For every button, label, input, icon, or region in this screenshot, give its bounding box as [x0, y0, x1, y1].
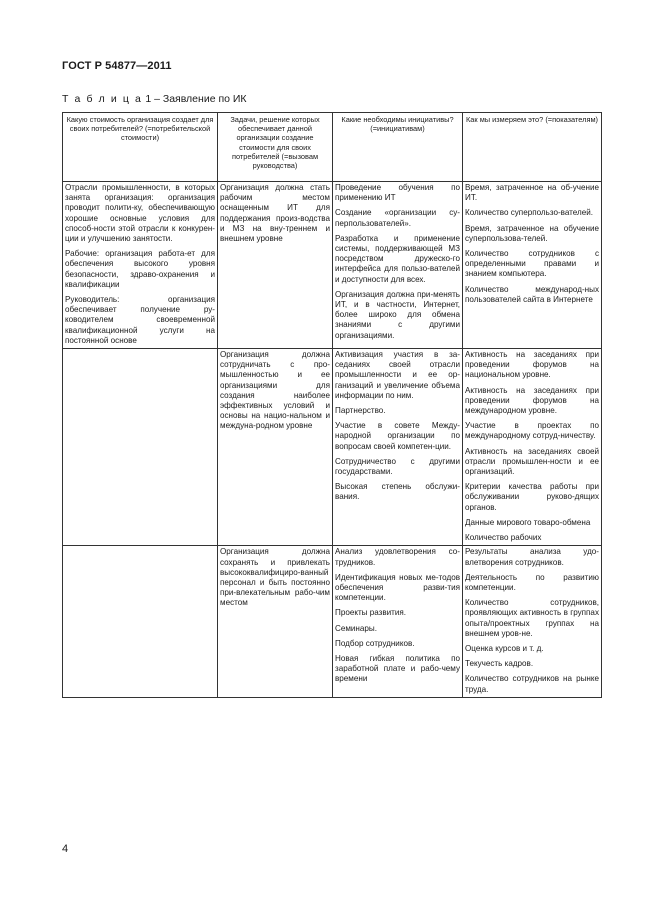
page-number: 4: [62, 843, 69, 855]
cell-paragraph: Активность на заседаниях при проведении форумов на международном уровне.: [465, 385, 599, 416]
cell-paragraph: Высокая степень обслужи-вания.: [335, 482, 460, 502]
cell-paragraph: Разработка и применение системы, поддерживающей МЗ посредством дружеско-го интерфейса для пользо-вателей и доступности для всех.: [335, 233, 460, 284]
customer-value-cell: [63, 182, 218, 349]
cell-paragraph: Организация должна стать рабочим местом оснащенным ИТ для поддержания произ-водства и МЗ на вну-треннем и внешнем уровне: [220, 183, 330, 244]
cell-paragraph: Текучесть кадров.: [465, 659, 534, 669]
initiatives-cell: [333, 349, 463, 546]
management-challenge-cell: [218, 546, 333, 697]
table-title: [62, 93, 247, 105]
cell-paragraph: Участие в проектах по международному сотруд-ничеству.: [465, 421, 599, 441]
header-customer-value: Какую стоимость организация создает для своих потребителей? (=потребительской стоимости): [63, 113, 218, 182]
cell-paragraph: Критерии качества работы при обслуживании руково-дящих органов.: [465, 482, 599, 512]
management-challenge-cell: [218, 349, 333, 546]
cell-paragraph: Создание «организации су-перпользователей».: [335, 208, 460, 228]
cell-paragraph: Новая гибкая политика по заработной плате и рабо-чему времени: [335, 653, 460, 684]
cell-paragraph: Организация должна при-менять ИТ, и в частности, Интернет, более широко для обмена знаниями с другими организациями.: [335, 289, 460, 340]
table-title-text: 1 – Заявление по ИК: [142, 93, 247, 105]
customer-value-cell: [63, 349, 218, 546]
table-row: [63, 349, 602, 546]
header-management-challenges: Задачи, решение которых обеспечивает данной организации создание стоимости для своих потребителей (=вызовам руководства): [218, 113, 333, 182]
document-header: ГОСТ Р 54877—2011: [62, 60, 172, 72]
header-initiatives: Какие необходимы инициативы? (=инициативам): [333, 113, 463, 182]
cell-paragraph: Анализ удовлетворения со-трудников.: [335, 547, 460, 567]
cell-paragraph: Семинары.: [335, 623, 377, 633]
cell-paragraph: Активизация участия в за-седаниях своей отрасли промышленности и ее ор-ганизаций и увеличение объема информации по ним.: [335, 350, 460, 400]
cell-paragraph: Результаты анализа удо-влетворения сотрудников.: [465, 547, 599, 567]
cell-paragraph: Идентификация новых ме-тодов обеспечения разви-тия компетенции.: [335, 572, 460, 603]
cell-paragraph: Время, затраченное на об-учение ИТ.: [465, 183, 599, 203]
cell-paragraph: Количество рабочих: [465, 533, 542, 543]
cell-paragraph: Активность на заседаниях своей отрасли промышлен-ности и ее организаций.: [465, 446, 599, 477]
cell-paragraph: Количество международ-ных пользователей сайта в Интернете: [465, 284, 599, 304]
cell-paragraph: Количество суперпользо-вателей.: [465, 208, 594, 218]
cell-paragraph: Количество сотрудников с определенными правами и знанием компьютера.: [465, 249, 599, 279]
cell-paragraph: Участие в совете Между-народной организации по вопросам своей компетен-ции.: [335, 421, 460, 451]
cell-paragraph: Проведение обучения по применению ИТ: [335, 183, 460, 203]
cell-paragraph: Количество сотрудников на рынке труда.: [465, 674, 599, 694]
cell-paragraph: Количество сотрудников, проявляющих активность в группах опыта/проектных группах на внешнем уров-не.: [465, 598, 599, 638]
cell-paragraph: Время, затраченное на обучение суперпользова-телей.: [465, 223, 599, 243]
cell-paragraph: Руководитель: организация обеспечивает получение ру-ководителем своевременной квалификационной услуги на постоянной основе: [65, 295, 215, 345]
cell-paragraph: Отрасли промышленности, в которых занята организация: организация проводит полити-ку, обеспечивающую хорошие основные условия для способ-ности этой отрасли к конкурен-ции и улучшению занятости.: [65, 183, 215, 244]
management-challenge-cell: [218, 182, 333, 349]
cell-paragraph: Сотрудничество с другими государствами.: [335, 456, 460, 477]
cell-paragraph: Активность на заседаниях при проведении форумов на национальном уровне.: [465, 350, 599, 380]
cell-paragraph: Проекты развития.: [335, 608, 407, 618]
initiatives-cell: [333, 546, 463, 697]
indicators-cell: [463, 182, 602, 349]
cell-paragraph: Рабочие: организация работа-ет для обеспечения высокого уровня безопасности, здраво-охранения и квалификации: [65, 249, 215, 289]
customer-value-cell: [63, 546, 218, 697]
table-header-row: [63, 113, 602, 182]
cell-paragraph: Оценка курсов и т. д.: [465, 643, 544, 653]
header-indicators: Как мы измеряем это? (=показателям): [463, 113, 602, 182]
cell-paragraph: Партнерство.: [335, 406, 386, 416]
indicators-cell: [463, 349, 602, 546]
table-body: [63, 182, 602, 698]
cell-paragraph: Подбор сотрудников.: [335, 638, 415, 648]
indicators-cell: [463, 546, 602, 697]
initiatives-cell: [333, 182, 463, 349]
statement-table: [62, 112, 602, 698]
table-row: [63, 182, 602, 349]
cell-paragraph: Данные мирового товаро-обмена: [465, 517, 591, 527]
cell-paragraph: Организация должна сохранять и привлекать высококвалифициро-ванный персонал и быть постоянно при-влекательным рабо-чим местом: [220, 547, 330, 608]
cell-paragraph: Деятельность по развитию компетенции.: [465, 572, 599, 592]
table-title-prefix: Т а б л и ц а: [62, 93, 143, 105]
table-row: [63, 546, 602, 697]
cell-paragraph: Организация должна сотрудничать с про-мышленностью и ее организациями для создания наиболее эффективных условий и основы на нацио-нальном и междуна-родном уровне: [220, 350, 330, 431]
